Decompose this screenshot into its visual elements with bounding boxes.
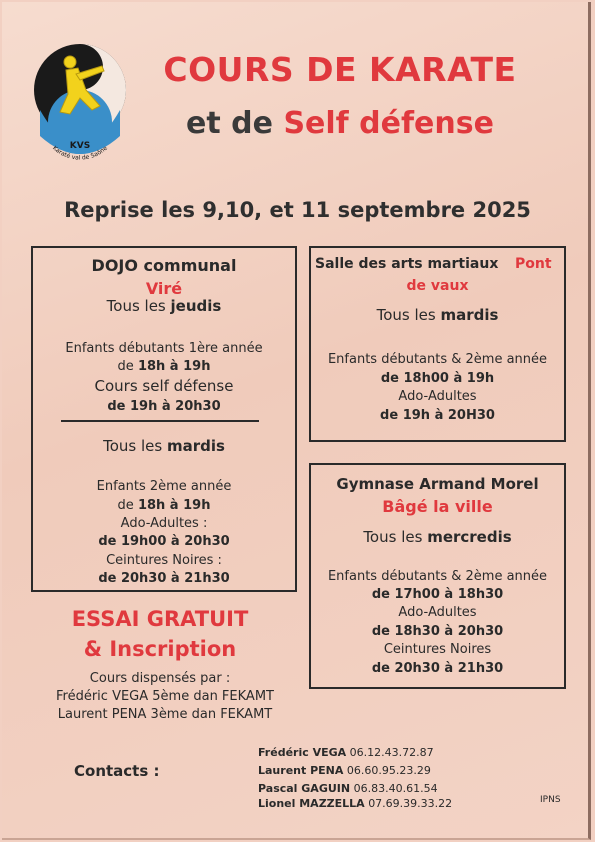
gymnase-name: Gymnase Armand Morel <box>336 475 539 493</box>
salle-name: Salle des arts martiaux <box>315 256 499 272</box>
dojo-s2-label: Cours self défense <box>94 377 234 395</box>
dojo-s3-label: Enfants 2ème année <box>96 479 232 494</box>
contact-row: Frédéric VEGA 06.12.43.72.87 <box>258 746 434 759</box>
salle-day: Tous les mardis <box>376 306 499 324</box>
gymnase-box <box>309 463 566 689</box>
dojo-s5-label: Ceintures Noires : <box>106 553 222 568</box>
dojo-s5-time: de 20h30 à 21h30 <box>98 571 230 586</box>
dojo-s1-label: Enfants débutants 1ère année <box>65 341 263 356</box>
gymnase-s3-time: de 20h30 à 21h30 <box>371 661 504 676</box>
dojo-divider <box>61 420 259 422</box>
teacher-2: Laurent PENA 3ème dan FEKAMT <box>57 707 273 722</box>
salle-s2-label: Ado-Adultes <box>398 389 477 404</box>
gymnase-s2-time: de 18h30 à 20h30 <box>371 624 504 639</box>
dojo-day2: Tous les mardis <box>103 437 225 455</box>
essai-line2: & Inscription <box>83 637 237 661</box>
gymnase-s2-label: Ado-Adultes <box>398 605 477 620</box>
logo-club-text: KVS <box>69 141 91 151</box>
dojo-s2-time: de 19h à 20h30 <box>107 399 221 414</box>
salle-box <box>309 246 566 442</box>
gymnase-s3-label: Ceintures Noires <box>383 642 492 657</box>
teacher-1: Frédéric VEGA 5ème dan FEKAMT <box>56 689 274 704</box>
gymnase-day: Tous les mercredis <box>363 528 512 546</box>
gymnase-town: Bâgé la ville <box>382 497 493 516</box>
gymnase-s1-label: Enfants débutants & 2ème année <box>327 569 548 584</box>
salle-town-part1: Pont <box>515 256 552 272</box>
contact-row: Pascal GAGUIN 06.83.40.61.54 <box>258 782 438 795</box>
ipns-mark: IPNS <box>540 795 561 805</box>
salle-s1-label: Enfants débutants & 2ème année <box>327 352 548 367</box>
dojo-town: Viré <box>145 279 183 298</box>
gymnase-s1-time: de 17h00 à 18h30 <box>371 587 504 602</box>
essai-gratuit <box>30 604 290 664</box>
main-title: COURS DE KARATE <box>163 50 517 89</box>
dojo-s1-time: de 18h à 19h <box>117 359 211 374</box>
dojo-s4-label: Ado-Adultes : <box>120 516 208 531</box>
cours-dispenses: Cours dispensés par : <box>89 671 231 686</box>
salle-town-part2: de vaux <box>406 278 469 294</box>
essai-line1: ESSAI GRATUIT <box>71 607 249 631</box>
salle-s2-time: de 19h à 20H30 <box>380 408 495 423</box>
dojo-s3-time: de 18h à 19h <box>117 498 211 513</box>
dojo-s4-time: de 19h00 à 20h30 <box>98 534 230 549</box>
dojo-box <box>31 246 297 592</box>
dojo-day1: Tous les jeudis <box>106 297 222 315</box>
contacts-label: Contacts : <box>74 762 160 780</box>
salle-s1-time: de 18h00 à 19h <box>380 371 495 386</box>
contact-row: Laurent PENA 06.60.95.23.29 <box>258 764 431 777</box>
reprise-date: Reprise les 9,10, et 11 septembre 2025 <box>64 198 531 222</box>
dojo-name: DOJO communal <box>91 256 237 275</box>
subtitle: et de Self défense <box>186 106 494 141</box>
karate-club-logo <box>30 40 130 170</box>
contact-row: Lionel MAZZELLA 07.69.39.33.22 <box>258 797 453 810</box>
logo-ring-text: Karaté val de Saône <box>51 144 109 162</box>
